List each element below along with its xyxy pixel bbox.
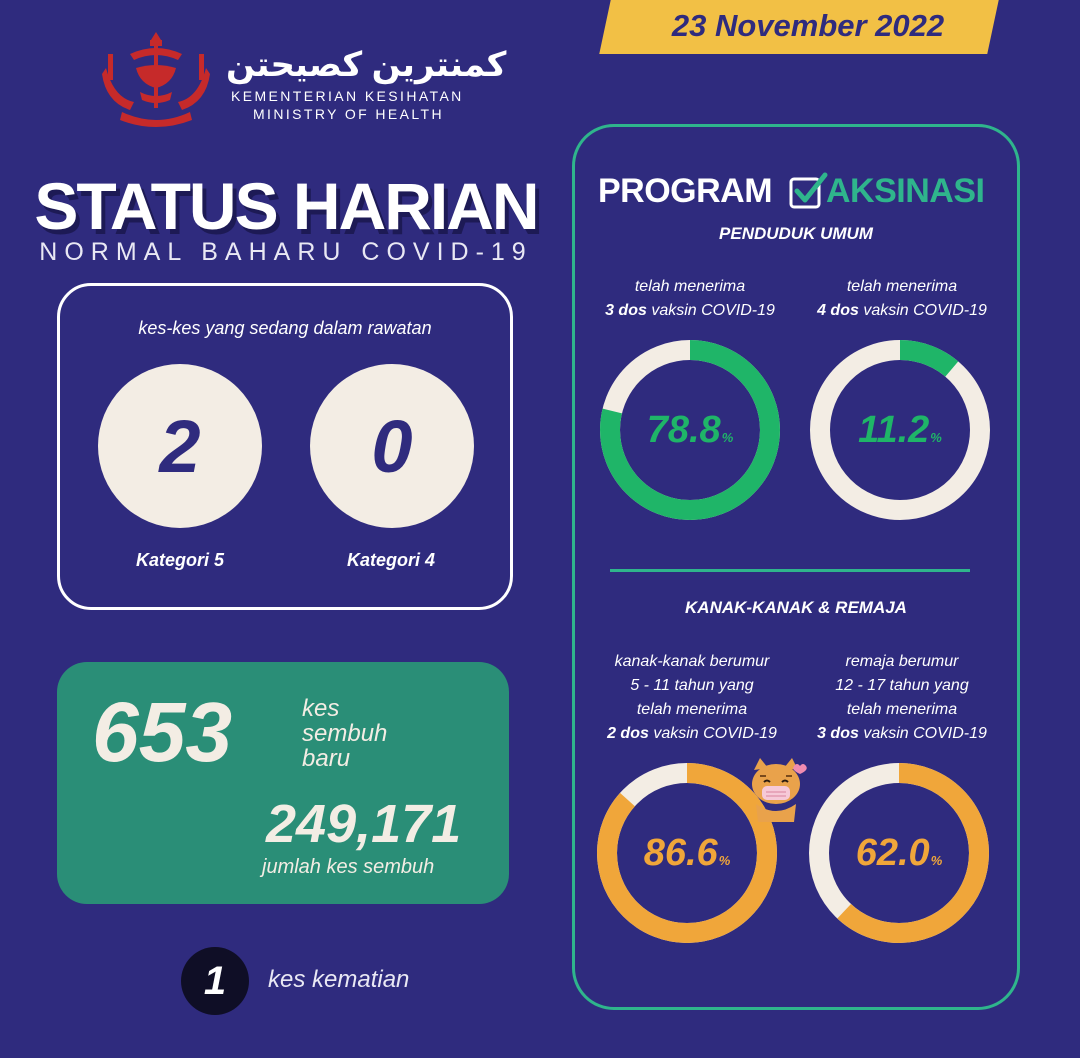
total-recovered-count: 249,171 bbox=[266, 794, 462, 854]
dose-suffix: vaksin COVID-19 bbox=[858, 725, 987, 742]
general-4-dose-description bbox=[792, 275, 1012, 323]
active-cases-caption: kes-kes yang sedang dalam rawatan bbox=[138, 318, 432, 338]
dose-count: 3 dos bbox=[817, 725, 859, 742]
general-3-dose-description bbox=[580, 275, 800, 323]
description-line: 12 - 17 tahun yang bbox=[835, 677, 969, 694]
section-children-teens-title: KANAK-KANAK & REMAJA bbox=[685, 598, 907, 617]
percent-general-3-dose bbox=[599, 339, 781, 521]
dose-suffix: vaksin COVID-19 bbox=[858, 302, 987, 319]
logo-english-text: MINISTRY OF HEALTH bbox=[253, 106, 444, 122]
cat-mascot-icon bbox=[740, 752, 812, 824]
vaccination-title-program: PROGRAM bbox=[598, 172, 773, 210]
percent-symbol: % bbox=[930, 852, 943, 868]
description-line: telah menerima bbox=[636, 701, 748, 718]
logo-malay-text: KEMENTERIAN KESIHATAN bbox=[231, 88, 464, 104]
new-recovered-count: 653 bbox=[92, 685, 233, 779]
percent-symbol: % bbox=[718, 852, 731, 868]
death-label: kes kematian bbox=[268, 966, 410, 993]
percent-value: 62.0 bbox=[855, 831, 930, 874]
description-line: kanak-kanak berumur bbox=[614, 653, 770, 670]
category-4-label: Kategori 4 bbox=[346, 550, 436, 570]
percent-teens-3-dose bbox=[808, 762, 990, 944]
teens-3-dose-description bbox=[792, 650, 1012, 746]
category-5-label: Kategori 5 bbox=[135, 550, 225, 570]
page-title: STATUS HARIAN bbox=[34, 169, 538, 243]
brunei-emblem-icon bbox=[100, 28, 212, 132]
dose-count: 2 dos bbox=[607, 725, 649, 742]
section-general-public-title: PENDUDUK UMUM bbox=[719, 224, 873, 243]
page-subtitle: NORMAL BAHARU COVID-19 bbox=[39, 238, 533, 266]
dose-count: 4 dos bbox=[817, 302, 859, 319]
dose-suffix: vaksin COVID-19 bbox=[646, 302, 775, 319]
description-line: telah menerima bbox=[846, 701, 958, 718]
percent-general-4-dose bbox=[809, 339, 991, 521]
description-line: telah menerima bbox=[846, 278, 958, 295]
date-text: 23 November 2022 bbox=[671, 8, 945, 43]
logo-arabic-text: كمنترين كصيحتن bbox=[226, 46, 507, 84]
category-4-count: 0 bbox=[310, 364, 474, 528]
percent-symbol: % bbox=[721, 429, 734, 445]
vaccination-title-aksinasi: AKSINASI bbox=[826, 172, 985, 210]
death-count: 1 bbox=[181, 947, 249, 1015]
description-line: remaja berumur bbox=[845, 653, 959, 670]
description-line: 5 - 11 tahun yang bbox=[630, 677, 754, 694]
dose-suffix: vaksin COVID-19 bbox=[648, 725, 777, 742]
dose-count: 3 dos bbox=[605, 302, 647, 319]
new-recovered-label: kes sembuh baru bbox=[302, 695, 388, 772]
percent-value: 78.8 bbox=[646, 408, 721, 451]
children-2-dose-description bbox=[582, 650, 802, 746]
percent-value: 86.6 bbox=[643, 831, 718, 874]
description-line: telah menerima bbox=[634, 278, 746, 295]
percent-value: 11.2 bbox=[858, 408, 930, 451]
category-5-count: 2 bbox=[98, 364, 262, 528]
section-divider bbox=[610, 569, 970, 572]
total-recovered-label: jumlah kes sembuh bbox=[262, 856, 435, 878]
checkbox-check-icon bbox=[788, 171, 828, 211]
percent-symbol: % bbox=[930, 429, 942, 445]
